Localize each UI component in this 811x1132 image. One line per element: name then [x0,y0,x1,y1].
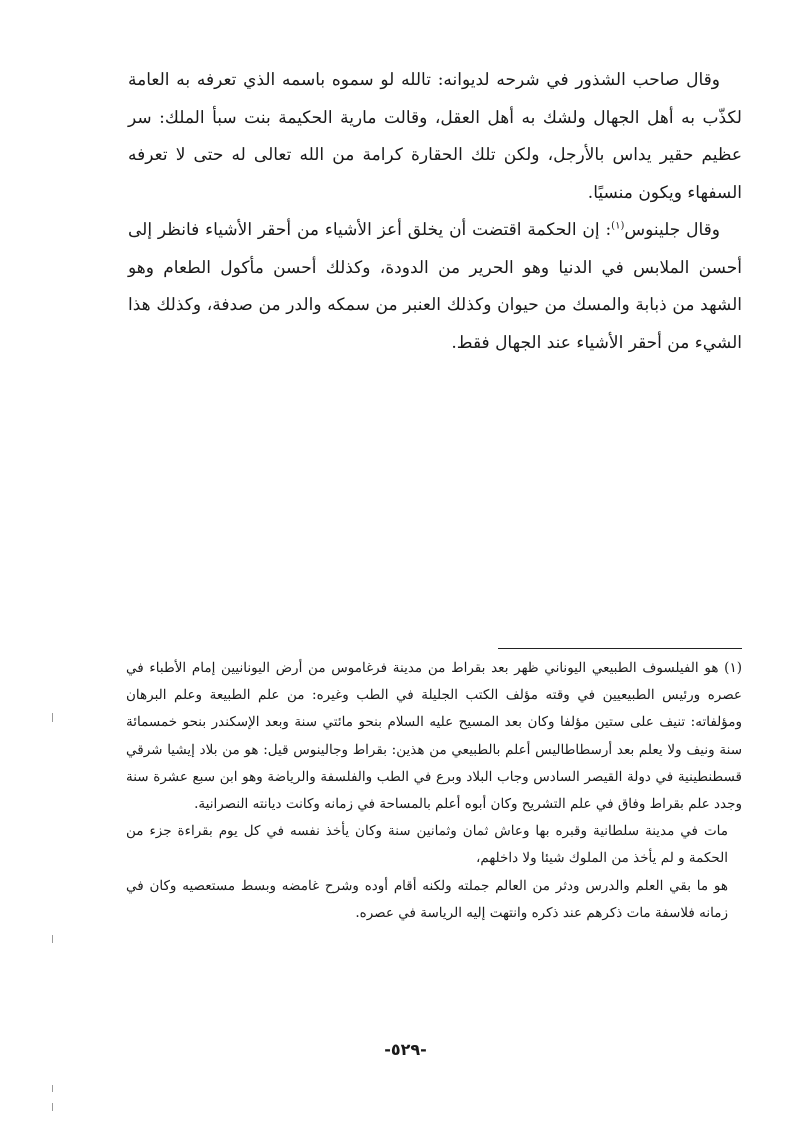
footnote-1-part-2: مات في مدينة سلطانية وقبره بها وعاش ثمان وثمانين سنة وكان يأخذ نفسه في كل يوم بقراءة جزء من الحكمة و لم يأخذ من الملوك شيئا ولا داخلهم، [126,823,728,867]
scan-margin-mark [52,935,53,943]
paragraph-2-opening: وقال جلينوس [624,220,720,240]
scan-margin-mark [52,713,53,722]
body-paragraph-2 [128,212,742,362]
main-body-text [128,62,742,362]
body-paragraph-1: وقال صاحب الشذور في شرحه لديوانه: تالله لو سموه باسمه الذي تعرفه به العامة لكذّب به أهل الجهال ولشك به أهل العقل، وقالت مارية الحكيمة بنت سبأ الملك: سر عظيم حقير يداس بالأرجل، ولكن تلك الحقارة كرامة من الله تعالى له حتى لا تعرفه السفهاء ويكون منسيًا. [128,70,742,203]
footnote-1-part-3: هو ما بقي العلم والدرس ودثر من العالم جملته ولكنه أقام أوده وشرح غامضه وبسط مستعصيه وكان في زمانه فلاسفة مات ذكرهم عند ذكره وانتهت إليه الرياسة في عصره. [126,877,728,921]
scan-margin-mark [52,1085,53,1092]
paragraph-2-rest: : إن الحكمة اقتضت أن يخلق أعز الأشياء من أحقر الأشياء فانظر إلى أحسن الملابس في الدنيا وهو الحرير من الدودة، وكذلك أحسن مأكول الطعام وهو الشهد من ذبابة والمسك من حيوان وكذلك العنبر من سمكه والدر من صدفة، وكذلك هذا الشيء من أحقر الأشياء عند الجهال فقط. [128,220,742,353]
footnote-1-part-1: (١) هو الفيلسوف الطبيعي اليوناني ظهر بعد بقراط من مدينة فرغاموس من أرض اليونانيين إمام الأطباء في عصره ورئيس الطبيعيين في وقته مؤلف الكتب الجليلة في الطب وغيره: من علم الطبيعة وعلم البرهان ومؤلفاته: تنيف على ستين مؤلفا وكان بعد المسيح عليه السلام بنحو مائتي سنة وبعد الإسكندر بنحو خمسمائة سنة ونيف ولا يعلم بعد أرسطاطاليس أعلم بالطبيعي من هذين: بقراط وجالينوس قيل: هو من بلاد إيشيا شرقي قسطنطينية في دولة القيصر السادس وجاب البلاد وبرع في الطب والفلسفة والرياضة وهو ابن سبع عشرة سنة وجدد علم بقراط وفاق في علم التشريح وكان أبوه أعلم بالمساحة في زمانه وكانت ديانته النصرانية. [126,660,742,813]
footnotes-section [126,655,742,927]
page-number: -٥٢٩- [384,1040,427,1059]
footnote-separator [498,648,742,649]
footnote-reference-1[interactable]: (١) [611,220,625,232]
scan-margin-mark [52,1103,53,1111]
